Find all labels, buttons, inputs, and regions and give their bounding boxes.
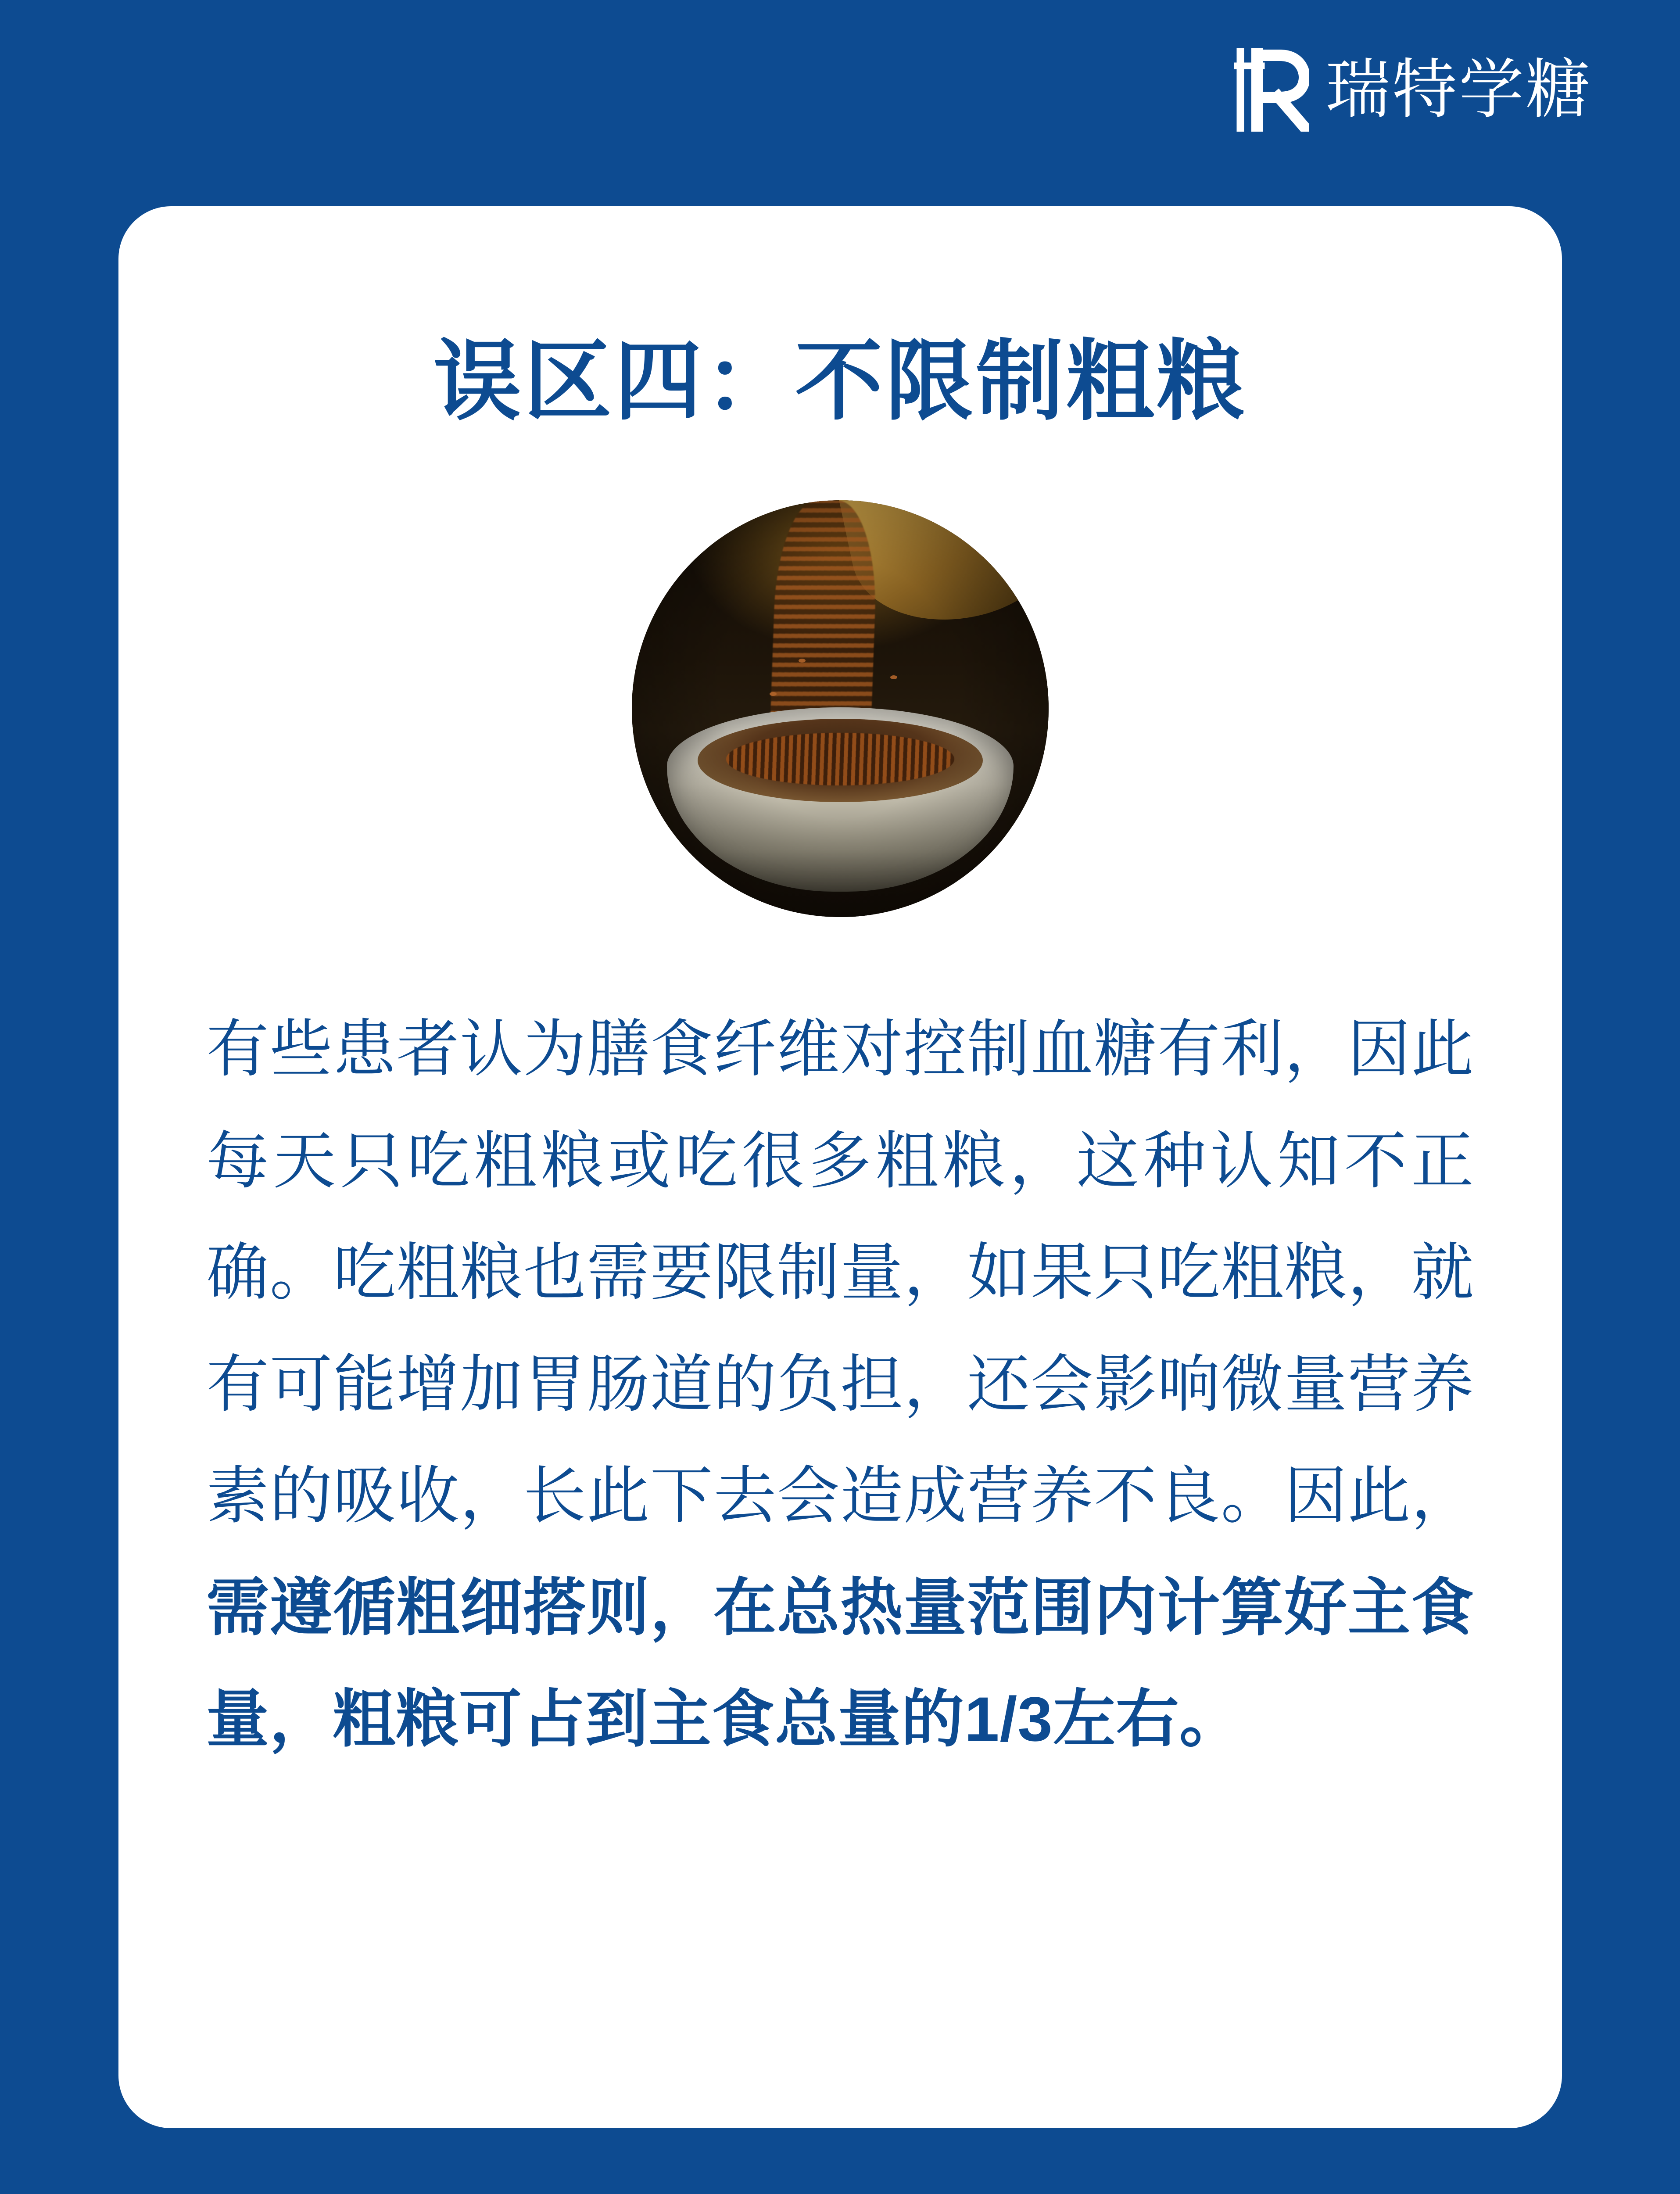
body-paragraph-normal: 有些患者认为膳食纤维对控制血糖有利，因此每天只吃粗粮或吃很多粗粮，这种认知不正确。吃粗粮也需要限制量，如果只吃粗粮，就有可能增加胃肠道的负担，还会影响微量营养素的吸收，长此下去会造成营养不良。因此， [206, 1015, 1474, 1531]
brand-name: 瑞特学糖 [1325, 54, 1592, 126]
content-card [118, 206, 1562, 2128]
photo-illustration [632, 500, 1049, 917]
page-title: 误区四：不限制粗粮 [433, 333, 1247, 430]
grain-pouring-into-bowl-photo [632, 500, 1049, 917]
body-paragraph [206, 994, 1474, 1776]
brand-header [1234, 48, 1592, 132]
r-monogram-logo-icon [1234, 48, 1309, 132]
body-paragraph-emphasis: 需遵循粗细搭则，在总热量范围内计算好主食量，粗粮可占到主食总量的1/3左右。 [206, 1573, 1474, 1755]
photo-vignette [632, 500, 1049, 917]
